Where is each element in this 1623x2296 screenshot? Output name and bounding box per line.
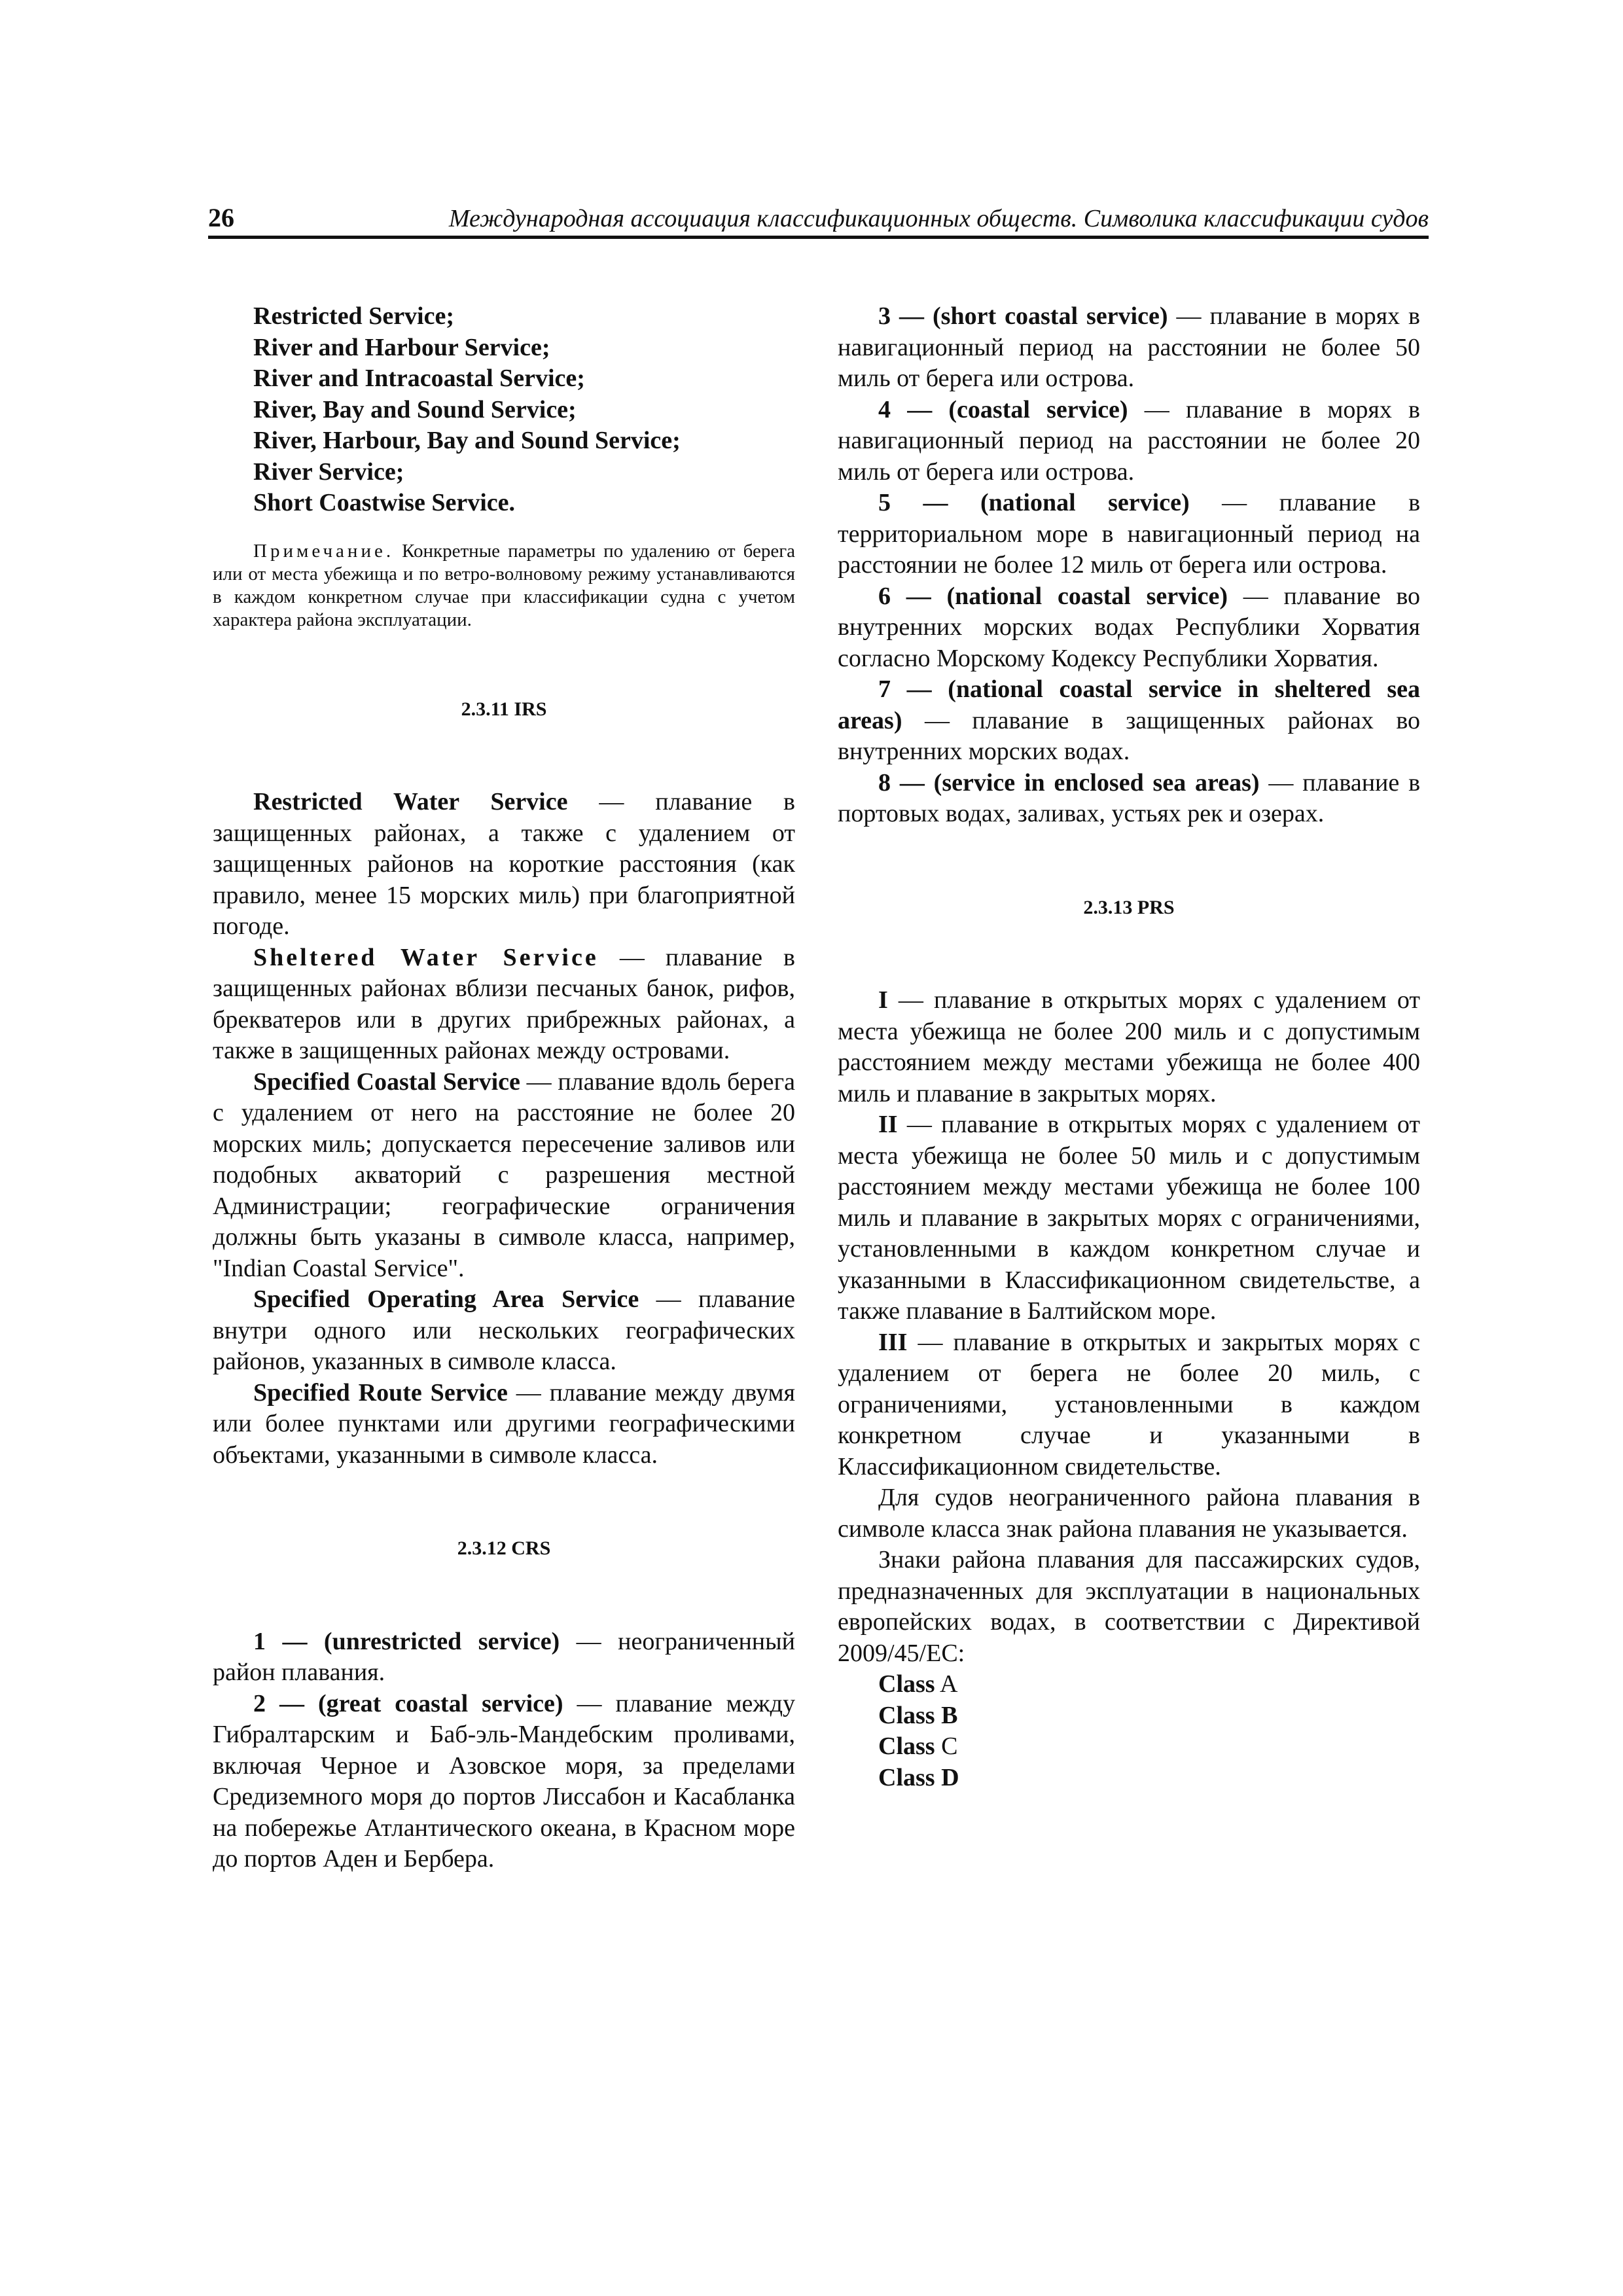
list-item: Short Coastwise Service. <box>253 489 515 516</box>
definition-text: — плавание между Гибралтарским и Баб-эль-Мандебским проливами, включая Черное и Азовское моря, за пределами Средиземного моря до портов Лиссабон и Касабланка на побережье Атлантического океана, в Красном море до портов Аден и Бербера. <box>213 1689 796 1873</box>
definition-paragraph <box>838 581 1420 675</box>
definition-term: Sheltered Water Service <box>253 943 599 971</box>
definition-paragraph <box>838 1109 1420 1327</box>
definition-text: — плавание вдоль берега с удалением от него на расстояние не более 20 морских миль; допускается пересечение заливов или подобных акваторий с разрешения местной Администрации; географические ограничения должны быть указаны в символе класса, например, "Indian Coastal Service". <box>213 1067 795 1282</box>
definition-paragraph <box>838 395 1420 488</box>
body-paragraph: Для судов неограниченного района плавания в символе класса знак района плавания не указывается. <box>838 1484 1420 1543</box>
class-word: Class <box>878 1670 935 1698</box>
definition-text: — плавание в открытых морях с удалением от места убежища не более 50 миль и с допустимым расстоянием между местами убежища не более 100 миль и плавание в закрытых морях с ограничениями, установленными в каждом конкретном случае и указанными в Классификационном свидетельстве, а также плавание в Балтийском море. <box>838 1111 1420 1325</box>
restricted-service-list <box>253 301 795 519</box>
class-word: Class <box>878 1732 935 1760</box>
section-heading-irs: 2.3.11 IRS <box>461 698 547 720</box>
definition-term: II <box>878 1111 898 1138</box>
definition-term: 6 — (national coastal service) <box>878 582 1228 610</box>
definition-paragraph <box>213 1378 795 1471</box>
body-paragraph: Знаки района плавания для пассажирских судов, предназначенных для эксплуатации в национальных европейских водах, в соответствии с Директивой 2009/45/EC: <box>838 1546 1420 1667</box>
running-title: Международная ассоциация классификационных обществ. Символика классификации судов <box>448 205 1429 232</box>
definition-paragraph <box>213 1067 795 1285</box>
definition-paragraph <box>838 1327 1420 1483</box>
list-item: River, Bay and Sound Service; <box>253 395 577 423</box>
definition-term: III <box>878 1328 908 1356</box>
section-heading-prs: 2.3.13 PRS <box>1083 896 1175 918</box>
definition-paragraph <box>213 1689 795 1875</box>
left-column <box>213 301 795 1875</box>
list-item: River, Harbour, Bay and Sound Service; <box>253 427 681 454</box>
definition-term: I <box>878 986 888 1014</box>
definition-text: — плавание в территориальном море в навигационный период на расстоянии не более 12 миль от берега или острова. <box>838 489 1421 579</box>
class-letter: C <box>941 1732 958 1760</box>
definition-paragraph <box>213 942 795 1067</box>
note-label: Примечание. <box>253 540 395 562</box>
definition-term: Specified Operating Area Service <box>253 1285 639 1313</box>
list-item: River and Intracoastal Service; <box>253 365 585 392</box>
definition-paragraph <box>838 488 1420 581</box>
definition-text: — плавание в морях в навигационный период на расстоянии не более 20 миль от берега или острова. <box>838 395 1420 486</box>
note-paragraph <box>213 540 795 632</box>
definition-text: — плавание в открытых морях с удалением от места убежища не более 200 миль и с допустимым расстоянием между местами убежища не более 400 миль и плавание в закрытых морях. <box>838 986 1420 1107</box>
list-item <box>878 1731 1420 1763</box>
page-header <box>208 196 1429 239</box>
definition-text: — плавание между двумя или более пунктами или другими географическими объектами, указанными в символе класса. <box>213 1378 795 1469</box>
definition-text: — плавание в открытых и закрытых морях с удалением от берега не более 20 миль, с ограничениями, установленными в каждом конкретном случае и указанными в Классификационном свидетельстве. <box>838 1328 1420 1480</box>
class-word: Class <box>878 1701 935 1729</box>
definition-text: — плавание в портовых водах, заливах, устьях рек и озерах. <box>838 768 1421 827</box>
definition-term: 2 — (great coastal service) <box>253 1689 563 1717</box>
definition-text: — плавание в защищенных районах вблизи песчаных банок, рифов, брекватеров или в других прибрежных районах, а также в защищенных районах между островами. <box>213 943 796 1064</box>
definition-term: 4 — (coastal service) <box>878 395 1128 423</box>
definition-paragraph <box>838 768 1420 830</box>
definition-term: 1 — (unrestricted service) <box>253 1627 560 1655</box>
definition-text: — плавание в морях в навигационный период на расстоянии не более 50 миль от берега или острова. <box>838 302 1420 392</box>
list-item: River Service; <box>253 457 404 486</box>
definition-paragraph <box>213 787 795 942</box>
definition-paragraph <box>838 674 1420 768</box>
definition-text: — плавание во внутренних морских водах Республики Хорватия согласно Морскому Кодексу Республики Хорватия. <box>838 582 1420 672</box>
definition-paragraph <box>213 1284 795 1378</box>
section-heading-crs: 2.3.12 CRS <box>457 1537 551 1559</box>
class-letter: D <box>941 1763 959 1791</box>
page-number: 26 <box>208 203 234 232</box>
definition-paragraph <box>213 1626 795 1689</box>
list-item <box>878 1763 1420 1794</box>
definition-term: 5 — (national service) <box>878 489 1190 516</box>
definition-text: — плавание в защищенных районах во внутренних морских водах. <box>838 706 1420 765</box>
list-item: Restricted Service; <box>253 302 455 330</box>
list-item <box>878 1700 1420 1732</box>
definition-term: Specified Route Service <box>253 1378 508 1407</box>
class-letter: B <box>941 1701 958 1729</box>
definition-term: Specified Coastal Service <box>253 1067 520 1096</box>
list-item: River and Harbour Service; <box>253 333 550 361</box>
list-item <box>878 1669 1420 1700</box>
definition-text: — неограниченный район плавания. <box>213 1627 795 1686</box>
definition-term: 8 — (service in enclosed sea areas) <box>878 768 1260 797</box>
class-letter: A <box>939 1670 958 1698</box>
definition-text: — плавание внутри одного или нескольких географических районов, указанных в символе класса. <box>213 1285 796 1375</box>
definition-term: 7 — (national coastal service in sheltered sea areas) <box>838 675 1420 734</box>
definition-term: 3 — (short coastal service) <box>878 302 1168 330</box>
note-text: Конкретные параметры по удалению от берега или от места убежища и по ветро-волновому режиму устанавливаются в каждом конкретном случае при классификации судна с учетом характера района эксплуатации. <box>213 540 795 630</box>
definition-text: — плавание в защищенных районах, а также с удалением от защищенных районов на короткие расстояния (как правило, менее 15 морских миль) при благоприятной погоде. <box>213 788 795 940</box>
definition-paragraph <box>838 985 1420 1109</box>
right-column <box>838 301 1420 1793</box>
class-list <box>878 1669 1420 1793</box>
class-word: Class <box>878 1763 935 1791</box>
definition-term: Restricted Water Service <box>253 788 568 816</box>
definition-paragraph <box>838 301 1420 395</box>
